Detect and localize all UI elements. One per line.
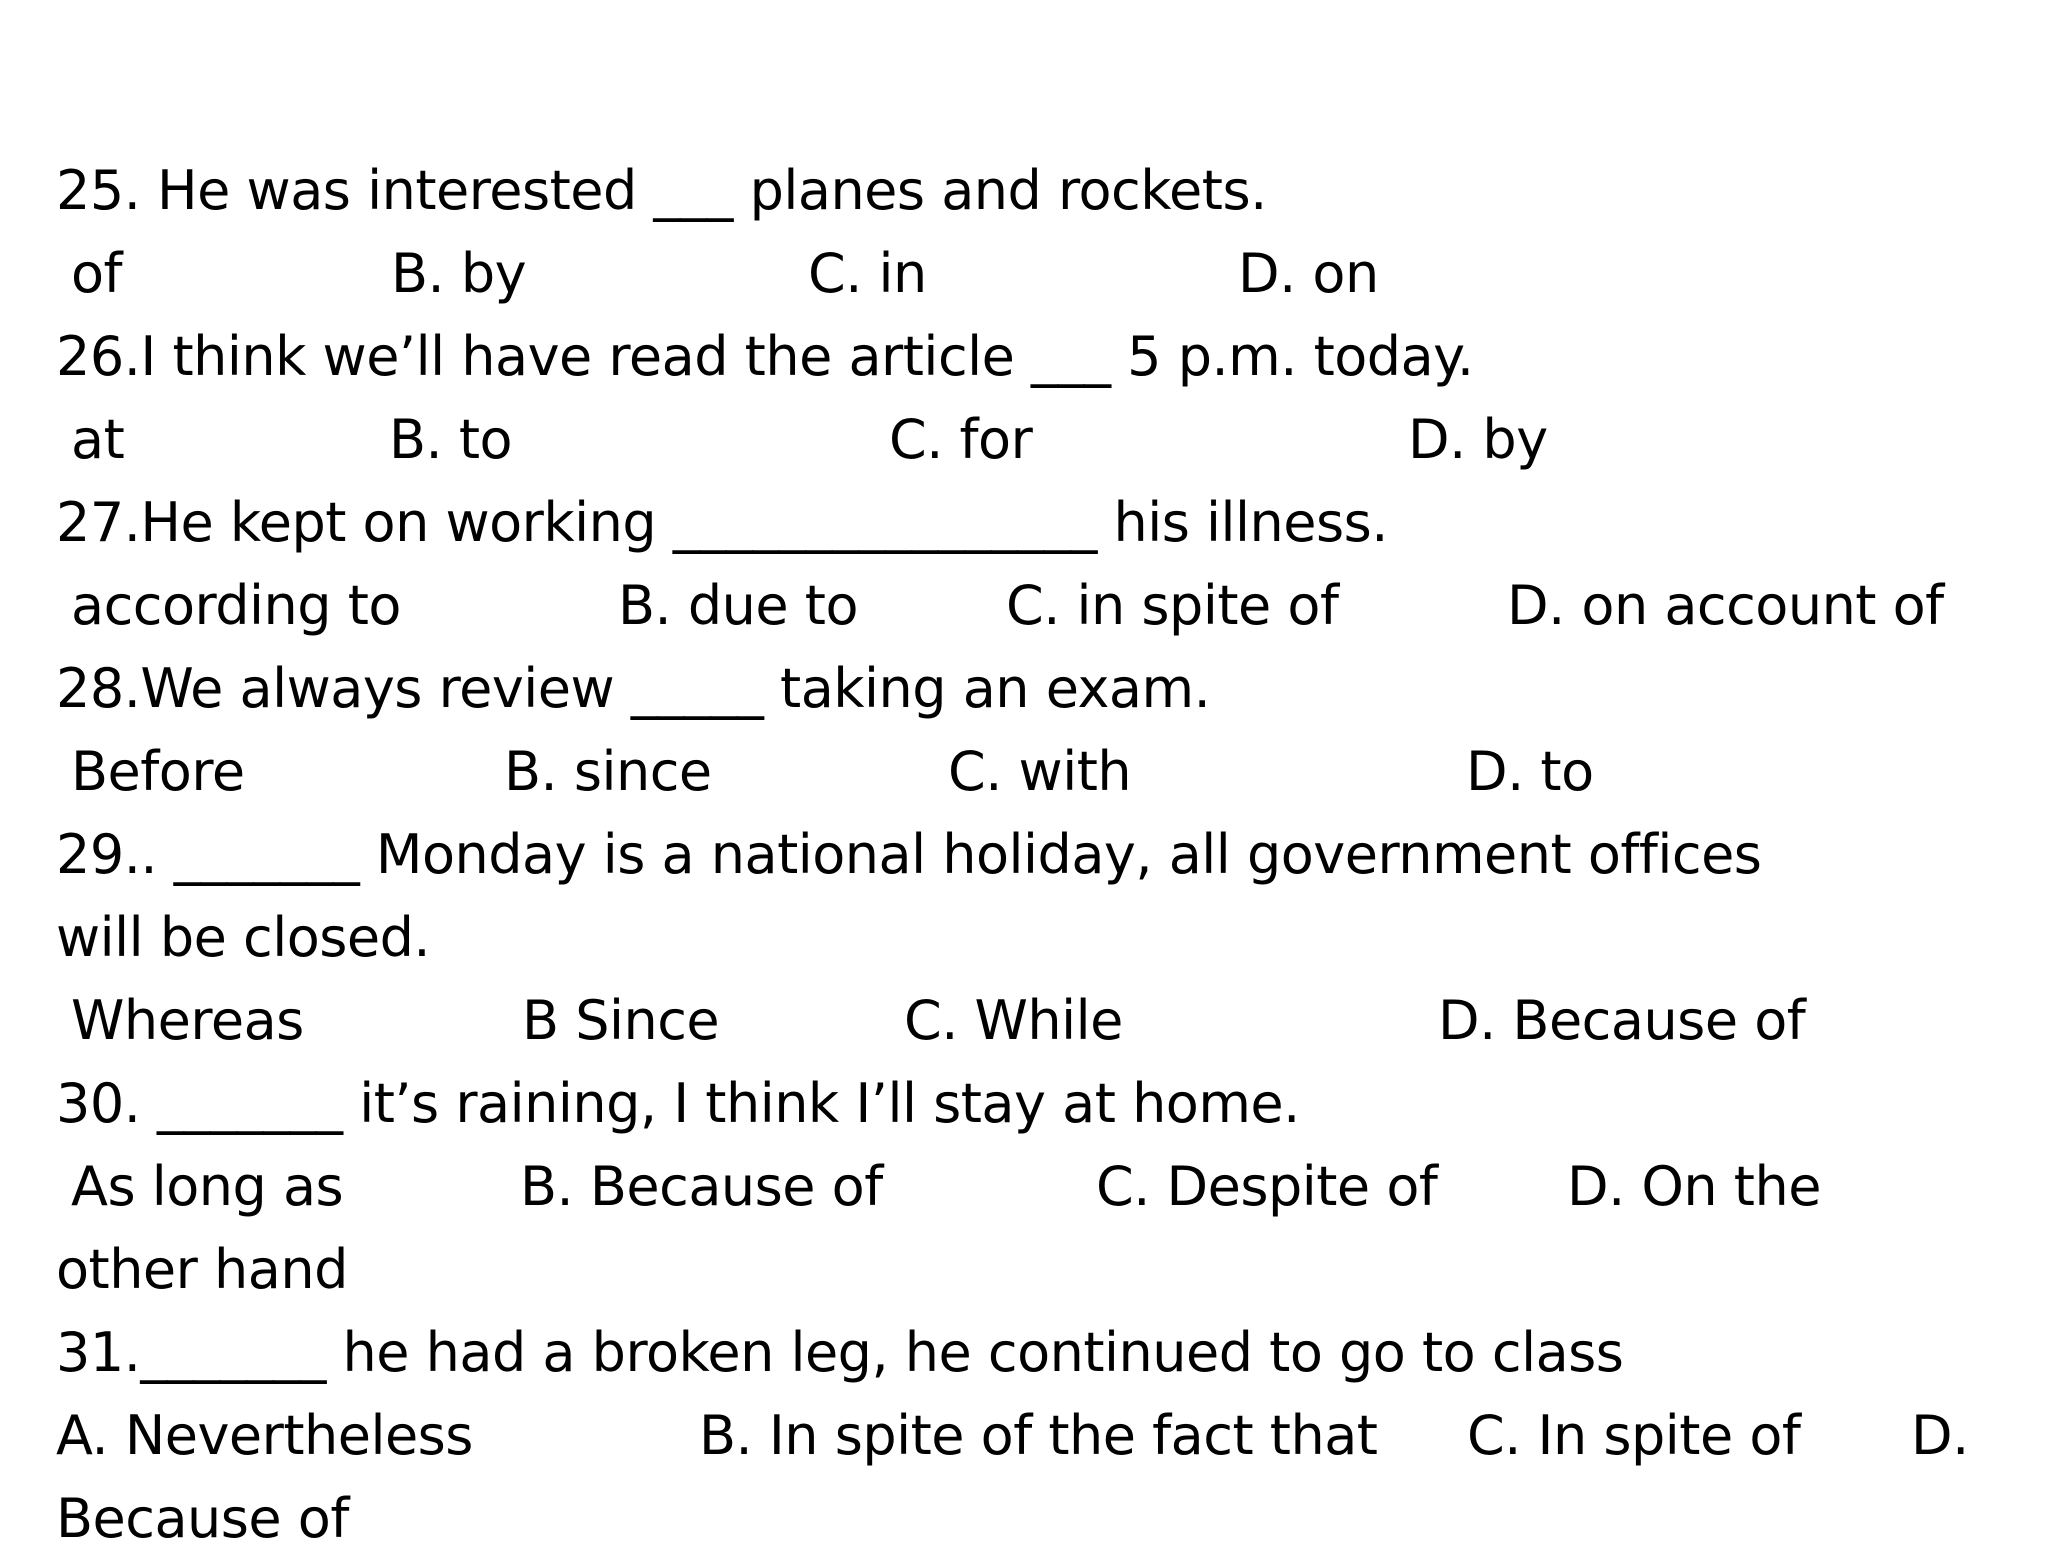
question-27-options <box>56 565 2048 647</box>
question-stem-text: 30. _______ it’s raining, I think I’ll stay at home. <box>56 1072 1300 1135</box>
question-31-stem <box>56 1312 2048 1394</box>
option-d: D. to <box>1466 740 1594 803</box>
option-d: D. <box>1911 1404 1969 1467</box>
option-d: D. Because of <box>1438 989 1806 1052</box>
option-b: B. Because of <box>520 1155 883 1218</box>
option-a: of <box>71 242 123 305</box>
question-30-stem <box>56 1063 2048 1145</box>
question-29-stem <box>56 814 2048 896</box>
question-28-options <box>56 731 2048 813</box>
question-30-options-continued <box>56 1229 2048 1311</box>
option-b: B. In spite of the fact that <box>699 1404 1378 1467</box>
question-31-options-continued <box>56 1478 2048 1560</box>
option-d: D. on account of <box>1507 574 1944 637</box>
option-continuation: Because of <box>56 1487 349 1550</box>
option-a: As long as <box>71 1155 344 1218</box>
option-b: B. due to <box>618 574 858 637</box>
option-a: according to <box>71 574 401 637</box>
question-stem-text: will be closed. <box>56 906 431 969</box>
question-29-stem-continued <box>56 897 2048 979</box>
option-b: B. to <box>389 408 513 471</box>
question-29-options <box>56 980 2048 1062</box>
question-31-options <box>56 1395 2048 1477</box>
option-b: B. by <box>391 242 527 305</box>
option-a: A. Nevertheless <box>56 1404 473 1467</box>
option-c: C. While <box>904 989 1123 1052</box>
question-stem-text: 31._______ he had a broken leg, he continued to go to class <box>56 1321 1624 1384</box>
question-stem-text: 26.I think we’ll have read the article ___ 5 p.m. today. <box>56 325 1474 388</box>
option-c: C. in <box>808 242 927 305</box>
option-c: C. for <box>889 408 1033 471</box>
option-c: C. In spite of <box>1467 1404 1801 1467</box>
option-d: D. On the <box>1567 1155 1821 1218</box>
question-30-options <box>56 1146 2048 1228</box>
question-stem-text: 29.. _______ Monday is a national holiday, all government offices <box>56 823 1762 886</box>
option-b: B Since <box>522 989 720 1052</box>
option-a: at <box>71 408 125 471</box>
option-c: C. in spite of <box>1006 574 1339 637</box>
option-d: D. on <box>1238 242 1379 305</box>
question-25-stem <box>56 150 2048 232</box>
question-27-stem <box>56 482 2048 564</box>
question-28-stem <box>56 648 2048 730</box>
question-26-stem <box>56 316 2048 398</box>
question-stem-text: 27.He kept on working ________________ his illness. <box>56 491 1388 554</box>
option-c: C. Despite of <box>1096 1155 1438 1218</box>
option-d: D. by <box>1408 408 1548 471</box>
question-25-options <box>56 233 2048 315</box>
question-stem-text: 28.We always review _____ taking an exam. <box>56 657 1211 720</box>
option-b: B. since <box>504 740 712 803</box>
question-26-options <box>56 399 2048 481</box>
option-a: Before <box>71 740 245 803</box>
option-c: C. with <box>948 740 1132 803</box>
question-stem-text: 25. He was interested ___ planes and rockets. <box>56 159 1267 222</box>
option-continuation: other hand <box>56 1238 348 1301</box>
option-a: Whereas <box>71 989 304 1052</box>
